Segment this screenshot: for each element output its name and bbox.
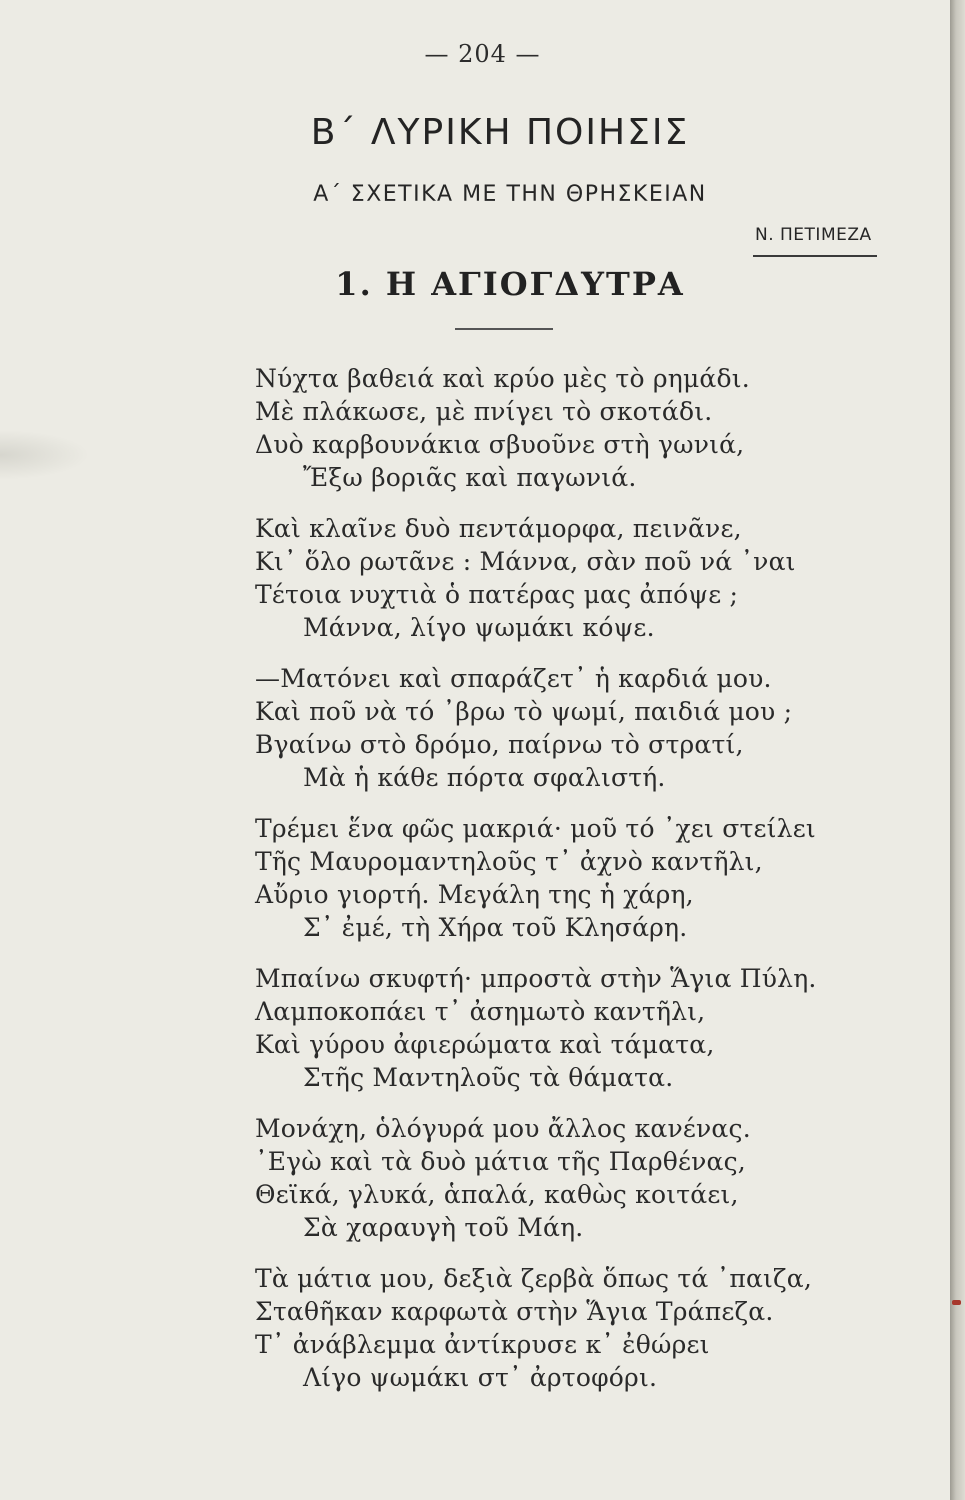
poem-line: Σ᾿ ἐμέ, τὴ Χήρα τοῦ Κλησάρη. (303, 913, 688, 942)
subsection-title: Α΄ ΣΧΕΤΙΚΑ ΜΕ ΤΗΝ ΘΡΗΣΚΕΙΑΝ (313, 182, 707, 207)
poem-line: Μονάχη, ὁλόγυρά μου ἄλλος κανένας. (255, 1114, 751, 1143)
poem-line: Μὰ ἡ κάθε πόρτα σφαλιστή. (303, 763, 666, 792)
poem-line: Νύχτα βαθειά καὶ κρύο μὲς τὸ ρημάδι. (255, 364, 750, 393)
poem-line: Σὰ χαραυγὴ τοῦ Μάη. (303, 1213, 584, 1242)
stanza (255, 512, 945, 644)
stanza (255, 1112, 945, 1244)
author-underline (753, 255, 877, 257)
poem-line: Μὲ πλάκωσε, μὲ πνίγει τὸ σκοτάδι. (255, 397, 713, 426)
poem-line: —Ματόνει καὶ σπαράζετ᾿ ἡ καρδιά μου. (255, 664, 772, 693)
bookmark-tab (952, 1300, 961, 1305)
poem-line: Μπαίνω σκυφτή· μπροστὰ στὴν Ἅγια Πύλη. (255, 964, 817, 993)
poem-line: Αὔριο γιορτή. Μεγάλη της ἡ χάρη, (255, 880, 694, 909)
poem-body (255, 362, 945, 1412)
poem-line: Λαμποκοπάει τ᾿ ἀσημωτὸ καντῆλι, (255, 997, 706, 1026)
poem-line: Βγαίνω στὸ δρόμο, παίρνω τὸ στρατί, (255, 730, 744, 759)
stanza (255, 812, 945, 944)
poem-line: Καὶ ποῦ νὰ τό ᾿βρω τὸ ψωμί, παιδιά μου ; (255, 697, 793, 726)
page-number: — 204 — (424, 40, 541, 68)
poem-line: Τρέμει ἕνα φῶς μακριά· μοῦ τό ᾿χει στείλει (255, 814, 816, 843)
poem-line: Καὶ γύρου ἀφιερώματα καὶ τάματα, (255, 1030, 715, 1059)
poem-line: Λίγο ψωμάκι στ᾿ ἀρτοφόρι. (303, 1363, 658, 1392)
title-divider (455, 328, 553, 330)
stanza (255, 662, 945, 794)
book-binding-edge (950, 0, 965, 1500)
stanza (255, 962, 945, 1094)
poem-author: Ν. ΠΕΤΙΜΕΖΑ (755, 225, 872, 245)
paper-stain (0, 430, 90, 480)
poem-line: Τῆς Μαυρομαντηλοῦς τ᾿ ἀχνὸ καντῆλι, (255, 847, 763, 876)
poem-line: Τὰ μάτια μου, δεξιὰ ζερβὰ ὅπως τά ᾿παιζα, (255, 1264, 813, 1293)
poem-line: Τέτοια νυχτιὰ ὁ πατέρας μας ἀπόψε ; (255, 580, 739, 609)
poem-line: Κι᾿ ὅλο ρωτᾶνε : Μάννα, σὰν ποῦ νά ᾿ναι (255, 547, 796, 576)
poem-line: Μάννα, λίγο ψωμάκι κόψε. (303, 613, 655, 642)
poem-line: Καὶ κλαῖνε δυὸ πεντάμορφα, πεινᾶνε, (255, 514, 742, 543)
section-title: Β΄ ΛΥΡΙΚΗ ΠΟΙΗΣΙΣ (310, 112, 690, 153)
poem-line: Τ᾿ ἀνάβλεμμα ἀντίκρυσε κ᾿ ἐθώρει (255, 1330, 710, 1359)
poem-line: Δυὸ καρβουνάκια σβυοῦνε στὴ γωνιά, (255, 430, 745, 459)
poem-title: 1. Η ΑΓΙΟΓΔΥΤΡΑ (335, 265, 685, 303)
stanza (255, 1262, 945, 1394)
poem-line: Ἔξω βοριᾶς καὶ παγωνιά. (303, 463, 637, 492)
poem-line: Στῆς Μαντηλοῦς τὰ θάματα. (303, 1063, 674, 1092)
poem-line: Σταθῆκαν καρφωτὰ στὴν Ἅγια Τράπεζα. (255, 1297, 774, 1326)
stanza (255, 362, 945, 494)
poem-line: Θεϊκά, γλυκά, ἁπαλά, καθὼς κοιτάει, (255, 1180, 739, 1209)
poem-line: ᾿Εγὼ καὶ τὰ δυὸ μάτια τῆς Παρθένας, (255, 1147, 746, 1176)
